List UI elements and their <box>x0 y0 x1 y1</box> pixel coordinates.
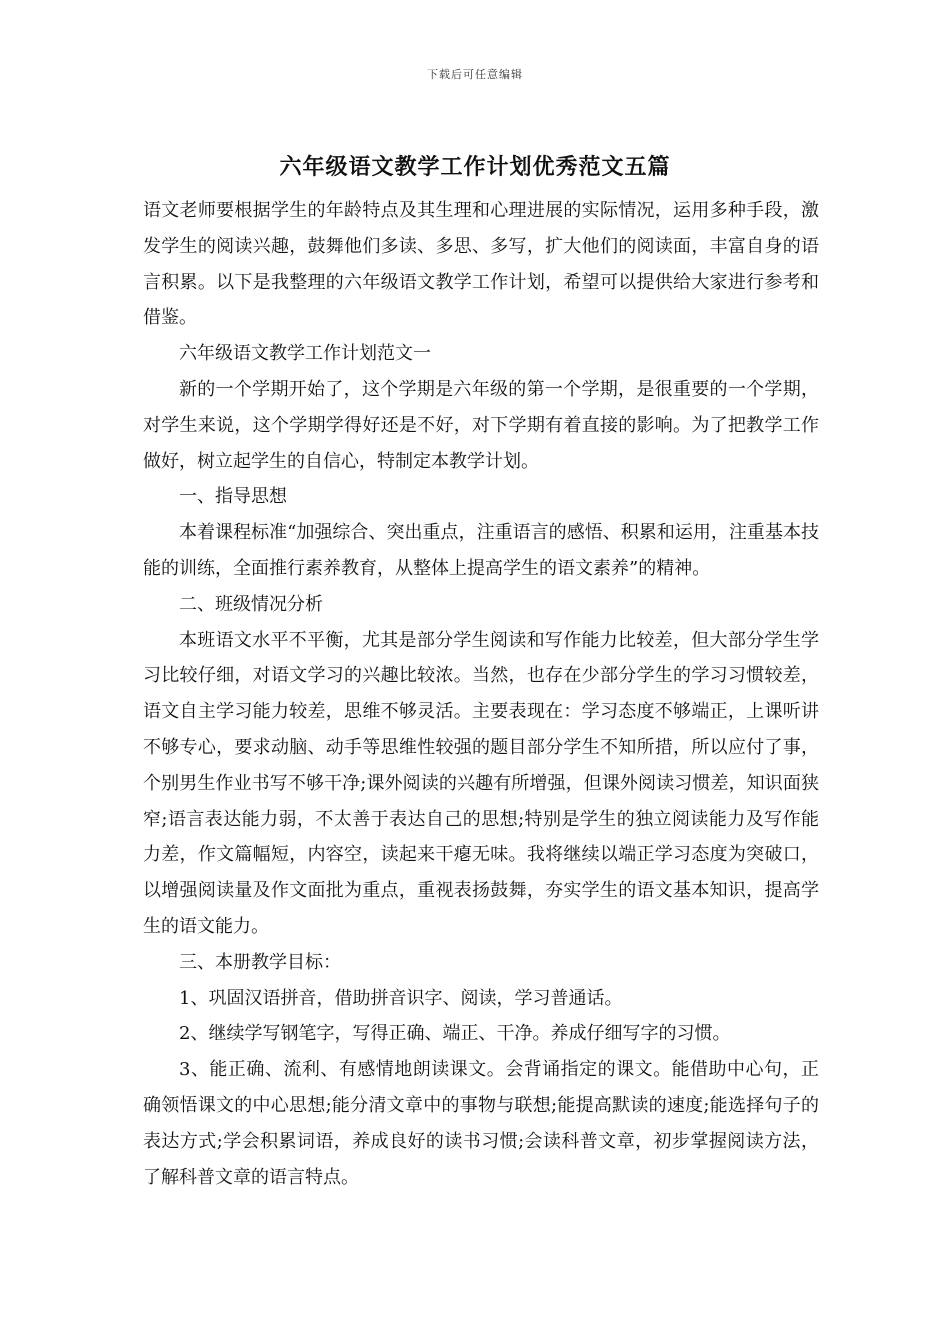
list-item: 1、巩固汉语拼音，借助拼音识字、阅读，学习普通话。 <box>179 987 623 1009</box>
section-heading: 一、指导思想 <box>179 486 287 508</box>
intro-paragraph: 语文老师要根据学生的年龄特点及其生理和心理进展的实际情况，运用多种手段，激发学生的阅读兴趣，鼓舞他们多读、多思、多写，扩大他们的阅读面，丰富自身的语言积累。以下是我整理的六年级语文教学工作计划，希望可以提供给大家进行参考和借鉴。 <box>143 200 819 329</box>
document-body <box>143 193 819 1195</box>
document-title: 六年级语文教学工作计划优秀范文五篇 <box>279 154 671 180</box>
section-heading: 二、班级情况分析 <box>179 593 323 615</box>
body-paragraph: 新的一个学期开始了，这个学期是六年级的第一个学期，是很重要的一个学期，对学生来说，这个学期学得好还是不好，对下学期有着直接的影响。为了把教学工作做好，树立起学生的自信心，特制定本教学计划。 <box>143 378 819 472</box>
section-heading: 三、本册教学目标： <box>179 951 341 973</box>
body-paragraph: 本班语文水平不平衡，尤其是部分学生阅读和写作能力比较差，但大部分学生学习比较仔细，对语文学习的兴趣比较浓。当然，也存在少部分学生的学习习惯较差，语文自主学习能力较差，思维不够灵活。主要表现在：学习态度不够端正，上课听讲不够专心，要求动脑、动手等思维性较强的题目部分学生不知所措，所以应付了事，个别男生作业书写不够干净;课外阅读的兴趣有所增强，但课外阅读习惯差，知识面狭窄;语言表达能力弱，不太善于表达自己的思想;特别是学生的独立阅读能力及写作能力差，作文篇幅短，内容空，读起来干瘪无味。我将继续以端正学习态度为突破口，以增强阅读量及作文面批为重点，重视表扬鼓舞，夯实学生的语文基本知识，提高学生的语文能力。 <box>143 629 819 937</box>
header-note: 下载后可任意编辑 <box>427 68 523 81</box>
list-item: 2、继续学写钢笔字，写得正确、端正、干净。养成仔细写字的习惯。 <box>179 1023 731 1045</box>
list-item: 3、能正确、流利、有感情地朗读课文。会背诵指定的课文。能借助中心句，正确领悟课文的中心思想;能分清文章中的事物与联想;能提高默读的速度;能选择句子的表达方式;学会积累词语，养成良好的读书习惯;会读科普文章，初步掌握阅读方法，了解科普文章的语言特点。 <box>143 1059 819 1188</box>
body-paragraph: 本着课程标准“加强综合、突出重点，注重语言的感悟、积累和运用，注重基本技能的训练，全面推行素养教育，从整体上提高学生的语文素养”的精神。 <box>143 522 819 579</box>
section-heading: 六年级语文教学工作计划范文一 <box>179 343 431 365</box>
